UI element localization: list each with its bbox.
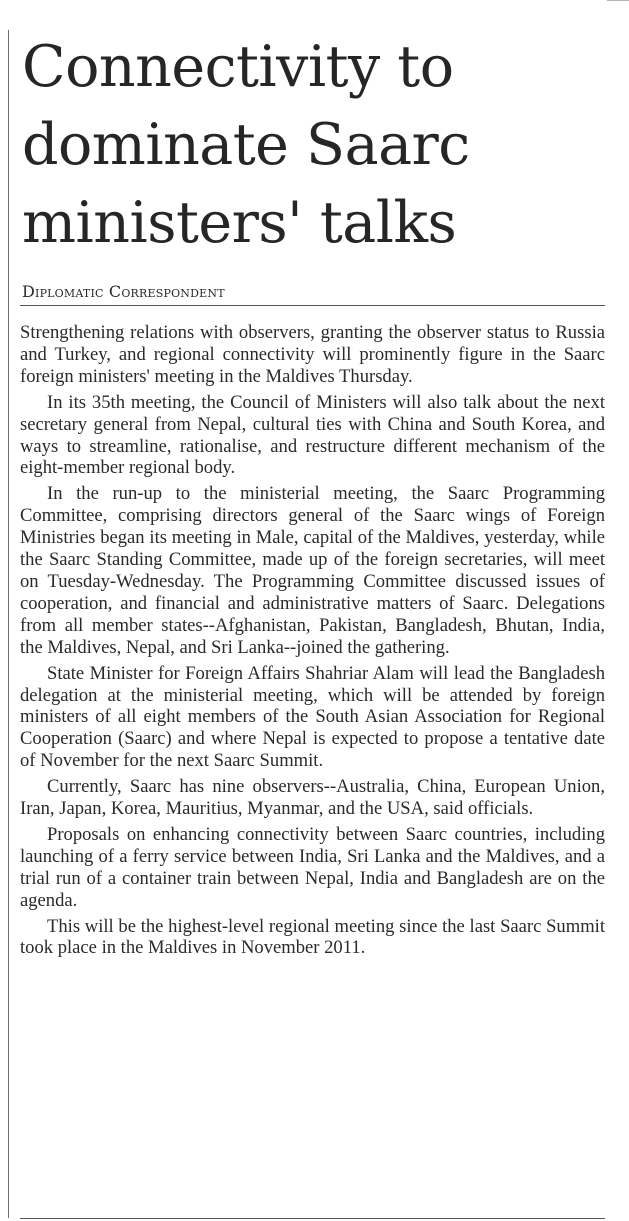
headline xyxy=(22,28,622,262)
headline-line-2: dominate Saarc xyxy=(22,112,470,178)
byline-divider xyxy=(20,305,605,306)
article-paragraph-5: Currently, Saarc has nine observers--Australia, China, European Union, Iran, Japan, Korea, Mauritius, Myanmar, and the USA, said officials. xyxy=(20,776,605,820)
headline-line-3: ministers' talks xyxy=(22,190,457,256)
headline-line-1: Connectivity to xyxy=(22,34,454,100)
top-edge-rule xyxy=(607,0,629,1)
article-paragraph-2: In its 35th meeting, the Council of Ministers will also talk about the next secretary general from Nepal, cultural ties with China and South Korea, and ways to streamline, rationalise, and restructure different mechanism of the eight-member regional body. xyxy=(20,391,605,479)
article-paragraph-4: State Minister for Foreign Affairs Shahriar Alam will lead the Bangladesh delegation at the ministerial meeting, which will be attended by foreign ministers of all eight members of the South Asian Association for Regional Cooperation (Saarc) and where Nepal is expected to propose a tentative date of November for the next Saarc Summit. xyxy=(20,662,605,772)
article-body xyxy=(20,322,605,963)
bottom-divider xyxy=(20,1218,605,1219)
article-paragraph-1: Strengthening relations with observers, granting the observer status to Russia and Turkey, and regional connectivity will prominently figure in the Saarc foreign ministers' meeting in the Maldives Thursday. xyxy=(20,322,605,387)
article-paragraph-7: This will be the highest-level regional meeting since the last Saarc Summit took place in the Maldives in November 2011. xyxy=(20,915,605,959)
byline: Diplomatic Correspondent xyxy=(22,282,225,301)
article-paragraph-6: Proposals on enhancing connectivity between Saarc countries, including launching of a ferry service between India, Sri Lanka and the Maldives, and a trial run of a container train between Nepal, India and Bangladesh are on the agenda. xyxy=(20,823,605,911)
article-paragraph-3: In the run-up to the ministerial meeting, the Saarc Programming Committee, comprising directors general of the Saarc wings of Foreign Ministries began its meeting in Male, capital of the Maldives, yesterday, while the Saarc Standing Committee, made up of the foreign secretaries, will meet on Tuesday-Wednesday. The Programming Committee discussed issues of cooperation, and financial and administrative matters of Saarc. Delegations from all member states--Afghanistan, Pakistan, Bangladesh, Bhutan, India, the Maldives, Nepal, and Sri Lanka--joined the gathering. xyxy=(20,483,605,658)
column-divider xyxy=(8,30,9,1218)
